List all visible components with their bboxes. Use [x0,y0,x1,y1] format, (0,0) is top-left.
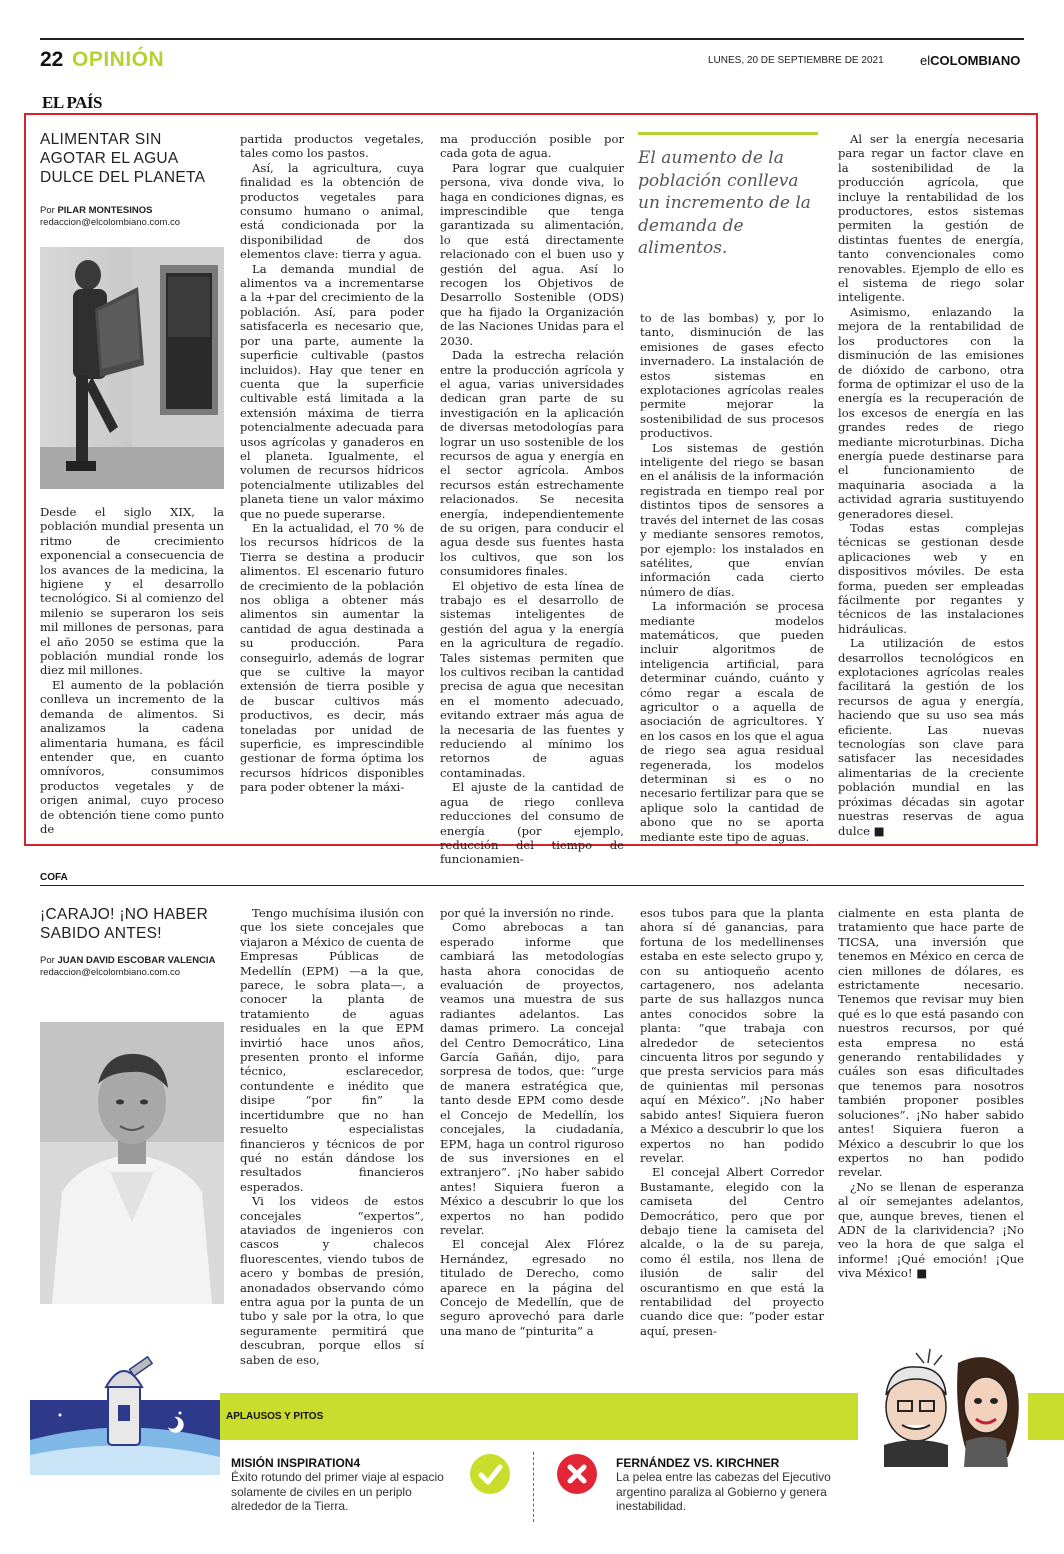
article2-column-5 [838,906,1024,1281]
article1-column-5 [838,132,1024,838]
article1-column-1 [40,505,224,836]
right-item-title: FERNÁNDEZ VS. KIRCHNER [616,1456,780,1470]
byline-prefix: Por [40,205,55,216]
article2-headline: ¡CARAJO! ¡NO HABER SABIDO ANTES! [40,906,209,942]
paragraph: por qué la inversión no rinde. [440,906,615,920]
paragraph: Como abrebocas a tan esperado informe que cambiará las metodologías hasta ahora conocidas de evaluación de proyectos, veamos una muestra de sus radiantes adelantos. Las damas primero. La concejal del Centro Democrático, Lina García Gañán, dijo, para sorpresa de todos, que: “urge de manera estratégica que, tanto desde EPM como desde el Concejo de Medellín, los concejales, la ciudadanía, EPM, haga un control riguroso de sus inversiones en el extranjero”. ¡No haber sabido antes! Siquiera fueron a México a descubrir lo que los expertos no han podido revelar. [440,920,624,1237]
pull-quote: El aumento de la población conlleva un incremento de la demanda de alimentos. [638,148,811,258]
header-rule [40,38,1024,40]
left-item-title: MISIÓN INSPIRATION4 [231,1456,361,1470]
paragraph: Los sistemas de gestión inteligente del riego se basan en el análisis de la información registrada en tiempo real por distintos tipos de sensores a través del internet de las cosas y mediante sensores remotos, por ejemplo: los instalados en satélites, que envían información cada cierto número de días. [640,440,824,599]
article1-column-2 [240,132,424,795]
paragraph: Para lograr que cualquier persona, viva donde viva, lo haga en condiciones dignas, es imprescindible que tenga garantizada su alimentación, lo que está directamente relacionado con el buen uso y gestión del agua. Así lo recogen los Objetivos de Desarrollo Sostenible (ODS) que ha fijado la Organización de las Naciones Unidas para el 2030. [440,160,624,348]
paragraph: Así, la agricultura, cuya finalidad es la obtención de productos vegetales para consumo humano o animal, está condicionada por la disponibilidad de dos elementos clave: tierra y agua. [240,160,424,262]
article1-column-3 [440,132,624,867]
paragraph: El aumento de la población conlleva un incremento de la demanda de alimentos. Si analizamos la cadena alimentaria humana, es fácil entender que, en cuanto omnívoros, consumimos productos vegetales y de origen animal, cuyo proceso de obtención tiene como punto de [40,677,224,836]
x-icon [557,1454,597,1494]
observatory-illustration [30,1345,220,1475]
caricature-illustration [858,1345,1028,1467]
article2-column-4 [640,906,824,1338]
paragraph: Vi los videos de estos concejales “expertos”, ataviados de ingenieros con cascos y chalecos fluorescentes, viendo tubos de acero y bombas de presión, anonadados observando cómo entra agua por la punta de un tubo y sale por la otra, lo que seguramente permitirá que descubran, porque ellos sí saben de eso, [240,1194,424,1367]
paragraph: ma producción posible por cada gota de agua. [440,132,624,161]
paragraph: La demanda mundial de alimentos va a incrementarse a la +par del crecimiento de la población. Así, para poder satisfacerla es necesario que, por una parte, aumente la superficie cultivable (pastos incluidos). Hay que tener en cuenta que la superficie cultivable está limitada a la extensión máxima de tierra potencialmente adecuada para usos agrícolas y ganaderos en el planeta. Igualmente, el volumen de recursos hídricos potencialmente utilizables del planeta tiene un valor máximo que no puede superarse. [240,261,424,521]
article1-author: PILAR MONTESINOS [57,205,153,216]
article2-column-3 [440,906,624,1338]
article1-column-4 [640,311,824,844]
author-photo [40,1022,224,1304]
paragraph: partida productos vegetales, tales como los pastos. [240,132,424,161]
paragraph: to de las bombas) y, por lo tanto, disminución de las emisiones de gases efecto invernadero. La instalación de estos sistemas en explotaciones agrícolas reales permite mejorar la sostenibilidad de sus procesos productivos. [640,311,824,441]
paragraph: En la actualidad, el 70 % de los recursos hídricos de la Tierra se destina a producir alimentos. El escenario futuro de crecimiento de la población nos obliga a obtener más alimentos sin aumentar la cantidad de agua destinada a su producción. Para conseguirlo, además de lograr que se cultive la mayor extensión de tierra posible y de buscar cultivos más productivos, es decir, más toneladas por unidad de superficie, es imprescindible gestionar de forma óptima los recursos hídricos disponibles para poder obtener la máxi- [240,520,424,795]
article1-byline [40,205,230,229]
article1-email: redaccion@elcolombiano.com.co [40,217,181,228]
statue-photo [40,247,224,489]
aplausos-title: APLAUSOS Y PITOS [226,1411,324,1422]
paragraph: ¿No se llenan de esperanza al oír semejantes adelantos, que, aunque breves, tienen el ADN de la clarividencia? ¡No veo la hora de que salga el informe! ¡Qué emoción! ¡Que viva México! ■ [838,1179,1024,1281]
left-item-text: Éxito rotundo del primer viaje al espacio solamente de civiles en un periplo alrededor de la Tierra. [231,1470,444,1513]
paragraph: Desde el siglo XIX, la población mundial presenta un ritmo de crecimiento exponencial a consecuencia de los avances de la medicina, la higiene y el desarrollo tecnológico. Si al comienzo del milenio se superaron los seis mil millones de personas, para el año 2050 se estima que la población mundial ronde los diez mil millones. [40,505,224,678]
paragraph: La utilización de estos desarrollos tecnológicos en explotaciones agrícolas reales facilitará la gestión de los recursos de agua y energía, haciendo que su uso sea más eficiente. Las nuevas tecnologías son clave para satisfacer las necesidades alimentarias de la creciente población mundial en las próximas décadas sin agotar nuestras reservas de agua dulce ■ [838,636,1024,838]
article1-headline: ALIMENTAR SIN AGOTAR EL AGUA DULCE DEL PLANETA [40,131,206,186]
paragraph: El concejal Alex Flórez Hernández, egresado no titulado de Derecho, como aparece en la página del Concejo de Medellín, que de seguro aprovechó para darle una mano de “pinturita” a [440,1237,624,1338]
article2-author: JUAN DAVID ESCOBAR VALENCIA [57,955,216,966]
paragraph: La información se procesa mediante modelos matemáticos, que pueden incluir algoritmos de inteligencia artificial, para determinar cuándo, cuánto y cómo regar a escala de agricultor o a aquella de asociación de agricultores. Y en los casos en los que el agua de riego sea agua residual regenerada, los modelos determinan si es o no necesario fertilizar para que se aplique solo la cantidad de abono que no se aporta mediante este tipo de aguas. [640,599,824,844]
item-separator [533,1452,534,1522]
article2-byline [40,955,230,979]
article2-column-2 [240,906,424,1367]
section-title: OPINIÓN [72,48,165,71]
section-divider [40,885,1024,886]
newspaper-logo [920,53,1020,68]
byline-prefix: Por [40,955,55,966]
article2-email: redaccion@elcolombiano.com.co [40,967,181,978]
right-item-text: La pelea entre las cabezas del Ejecutivo argentino paraliza al Gobierno y genera inestabilidad. [616,1470,831,1513]
publication-date: LUNES, 20 DE SEPTIEMBRE DE 2021 [708,55,884,66]
logo-prefix: el [920,53,931,68]
paragraph: El concejal Albert Corredor Bustamante, elegido con la camiseta del Centro Democrático, pero que por debajo tiene la camiseta del alcalde, o la de su pareja, como él estila, nos llena de ilusión de salir del oscurantismo en que está la rentabilidad del proyecto cuando dice que: “poder estar aquí, presen- [640,1165,824,1338]
paragraph: Asimismo, enlazando la mejora de la rentabilidad de los productores con la disminución de las emisiones de dióxido de carbono, otra forma de optimizar el uso de la energía es la recuperación de los excesos de energía en las grandes redes de riego mediante microturbinas. Dicha energía puede destinarse para el funcionamiento de maquinaria asociada a la actividad agraria sustituyendo generadores diesel. [838,304,1024,521]
column-label: COFA [40,872,68,883]
paragraph: Dada la estrecha relación entre la producción agrícola y el agua, varias universidades dedican gran parte de su investigación en la aplicación de diversas metodologías para lograr un uso sostenible de los recursos de agua y energía en el sector agrícola. Ambos recursos están estrechamente relacionados. Se necesita energía, independientemente de su origen, para conducir el agua desde sus fuentes hasta los cultivos, que son los consumidores finales. [440,348,624,579]
paragraph: Al ser la energía necesaria para regar un factor clave en la sostenibilidad de la producción agrícola, que incluye la rentabilidad de los productores, estos sistemas permiten la gestión de distintas fuentes de energía, tanto convencionales como renovables. Ejemplo de ello es el sistema de riego solar inteligente. [838,132,1024,305]
paragraph: Tengo muchísima ilusión con que los siete concejales que viajaron a México de cuenta de Empresas Públicas de Medellín (EPM) —a la que, parece, le sobra plata—, a conocer la planta de tratamiento de aguas residuales en la que EPM invirtió hace unos años, presenten pronto el informe técnico, esclarecedor, contundente e inédito que disipe “por fin” la incertidumbre que no han resuelto especialistas financieros y técnicos de por qué no están dándose los resultados financieros esperados. [240,906,424,1194]
logo-name: COLOMBIANO [930,53,1021,68]
page-number: 22 [40,48,64,71]
paragraph: cialmente en esta planta de tratamiento que hace parte de TICSA, una inversión que tenemos en México en cerca de cien millones de dólares, es estrictamente necesario. Tenemos que revisar muy bien qué es lo que está pasando con nuestros recursos, por qué esta empresa no está generando rentabilidades y cuáles son esas dificultades que tenemos para nosotros también proponer posibles soluciones”. ¡No haber sabido antes! Siquiera fueron a México a descubrir lo que los expertos no han podido revelar. [838,906,1024,1180]
source-logo: EL PAÍS [42,93,102,112]
paragraph: esos tubos para que la planta ahora sí dé ganancias, para fortuna de los medellinenses estaba en este selecto grupo y, con su antioqueño acento cartagenero, nos adelanta parte de sus hallazgos nunca antes conocidos sobre la planta: “que trabaja con alrededor de setecientos cincuenta litros por segundo y que presta servicios para más de quinientas mil personas aquí en México”. ¡No haber sabido antes! Siquiera fueron a México a descubrir lo que los expertos no han podido revelar. [640,906,824,1165]
check-icon [470,1454,510,1494]
paragraph: El objetivo de esta línea de trabajo es el desarrollo de sistemas inteligentes de gestión del agua y la energía en la agricultura de regadío. Tales sistemas permiten que los cultivos reciban la cantidad precisa de agua que necesitan en el momento adecuado, evitando extraer más agua de la necesaria de las fuentes y reduciendo al mínimo los retornos de aguas contaminadas. [440,578,624,780]
pull-quote-rule [638,132,818,135]
paragraph: El ajuste de la cantidad de agua de riego conlleva reducciones del consumo de energía (por ejemplo, reducción del tiempo de funcionamien- [440,780,624,867]
paragraph: Todas estas complejas técnicas se gestionan desde aplicaciones web y en dispositivos móviles. De esta forma, pueden ser empleadas fácilmente por regantes y técnicos de las instalaciones hidráulicas. [838,520,1024,636]
